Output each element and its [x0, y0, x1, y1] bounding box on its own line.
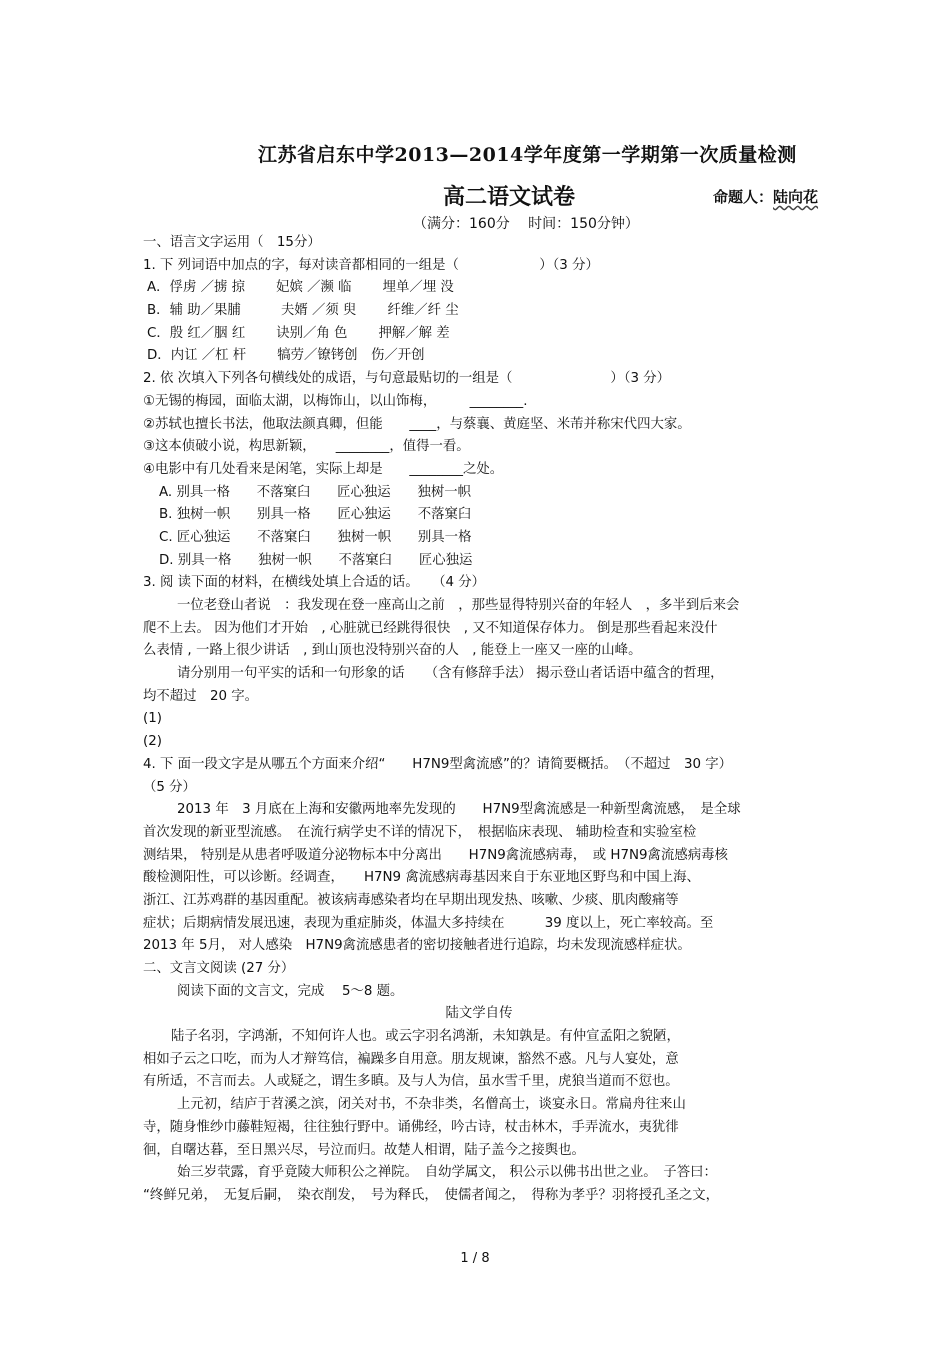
q2-sentence-3: ③这本侦破小说，构思新颖， ________，值得一看。	[143, 439, 470, 455]
question-4-points: （5 分）	[143, 779, 196, 795]
q4-passage-line: 测结果， 特别是从患者呼吸道分泌物标本中分离出 H7N9禽流感病毒， 或 H7N9禽流感病毒核	[143, 847, 728, 863]
classical-passage-line: 陆子名羽，字鸿渐，不知何许人也。或云字羽名鸿渐，未知孰是。有仲宣孟阳之貌陋，	[171, 1029, 680, 1045]
passage-title: 陆文学自传	[445, 1006, 513, 1022]
classical-passage-line: 徊，自曙达暮，至日黑兴尽，号泣而归。故楚人相谓，陆子盖今之接舆也。	[143, 1142, 585, 1158]
q4-passage-line: 酸检测阳性，可以诊断。经调查， H7N9 禽流感病毒基因来自于东亚地区野鸟和中国上海、	[143, 870, 700, 886]
classical-passage-line: 始三岁茕露，育乎竟陵大师积公之禅院。 自幼学属文， 积公示以佛书出世之业。 子答曰：	[177, 1165, 717, 1181]
q2-sentence-1: ①无锡的梅园，面临太湖，以梅饰山，以山饰梅， ________.	[143, 393, 528, 409]
q2-option-a: A. 别具一格 不落窠臼 匠心独运 独树一帜	[159, 484, 472, 500]
q4-passage-line: 症状；后期病情发展迅速，表现为重症肺炎，体温大多持续在 39 度以上，死亡率较高。至	[143, 915, 714, 931]
q3-material-line: 么表情 , 一路上很少讲话 , 到山顶也没特别兴奋的人 , 能登上一座又一座的山峰。	[143, 643, 642, 659]
author-label: 命题人：	[713, 188, 774, 206]
q3-instruction: 均不超过 20 字。	[143, 688, 259, 704]
q2-option-b: B. 独树一帜 别具一格 匠心独运 不落窠臼	[159, 507, 472, 523]
q3-instruction: 请分别用一句平实的话和一句形象的话 （含有修辞手法） 揭示登山者话语中蕴含的哲理，	[177, 666, 724, 682]
classical-passage-line: 上元初，结庐于苕溪之滨，闭关对书，不杂非类，名僧高士，谈宴永日。常扁舟往来山	[177, 1097, 686, 1113]
classical-passage-line: 寺，随身惟纱巾藤鞋短褐，往往独行野中。诵佛经，吟古诗，杖击林木，手弄流水，夷犹徘	[143, 1119, 679, 1135]
q4-passage-line: 首次发现的新亚型流感。 在流行病学史不详的情况下， 根据临床表现、 辅助检查和实验室检	[143, 824, 697, 840]
q2-option-c: C. 匠心独运 不落窠臼 独树一帜 别具一格	[159, 529, 472, 545]
classical-passage-line: 相如子云之口吃，而为人才辩笃信，褊躁多自用意。朋友规谏，豁然不惑。凡与人宴处，意	[143, 1051, 679, 1067]
exam-meta: （满分：160分 时间：150分钟）	[413, 216, 639, 232]
question-1: 1. 下 列词语中加点的字，每对读音都相同的一组是（ ）（3 分）	[143, 257, 599, 273]
classical-passage-line: “终鲜兄弟， 无复后嗣， 染衣削发， 号为释氏， 使儒者闻之， 得称为孝乎？羽将授孔圣之文，	[143, 1187, 720, 1203]
classical-instruction: 阅读下面的文言文，完成 5～8 题。	[177, 983, 404, 999]
section-heading: 一、语言文字运用（ 15分）	[143, 235, 321, 250]
q2-sentence-2: ②苏轼也擅长书法，他取法颜真卿，但能 ____，与蔡襄、黄庭坚、米芾并称宋代四大家。	[143, 416, 691, 432]
q1-option-a: A．俘虏 ／掳 掠 妃嫔 ／濒 临 埋单／埋 没	[147, 280, 454, 296]
author-name: 陆向花	[773, 188, 819, 206]
question-3: 3. 阅 读下面的材料，在横线处填上合适的话。 （4 分）	[143, 575, 486, 591]
q3-answer-1: (1)	[143, 711, 162, 727]
q2-sentence-4: ④电影中有几处看来是闲笔，实际上却是 ________之处。	[143, 461, 504, 477]
classical-passage-line: 有所适，不言而去。人或疑之，谓生多瞋。及与人为信，虽水雪千里，虎狼当道而不愆也。	[143, 1074, 679, 1090]
q3-material-line: 一位老登山者说 ：我发现在登一座高山之前 ，那些显得特别兴奋的年轻人 ，多半到后来会	[177, 598, 740, 613]
q1-option-c: C．殷 红／胭 红 诀别／角 色 押解／解 差	[147, 325, 450, 341]
question-4: 4. 下 面一段文字是从哪五个方面来介绍“ H7N9型禽流感”的？请简要概括。 （不超过 30 字）	[143, 756, 733, 772]
q4-passage-line: 2013 年 5月， 对人感染 H7N9禽流感患者的密切接触者进行追踪，均未发现流感样症状。	[143, 938, 691, 954]
q4-passage-line: 浙江、江苏鸡群的基因重配。被该病毒感染者均在早期出现发热、咳嗽、少痰、肌肉酸痛等	[143, 892, 679, 908]
q1-option-b: B．辅 助／果脯 夫婿 ／须 臾 纤维／纤 尘	[147, 303, 459, 319]
page-number: 1 / 8	[460, 1251, 490, 1266]
q4-passage-line: 2013 年 3 月底在上海和安徽两地率先发现的 H7N9型禽流感是一种新型禽流感， 是全球	[177, 802, 741, 818]
question-2: 2. 依 次填入下列各句横线处的成语，与句意最贴切的一组是（ ）（3 分）	[143, 371, 671, 387]
q3-answer-2: (2)	[143, 734, 162, 750]
q2-option-d: D. 别具一格 独树一帜 不落窠臼 匠心独运	[159, 552, 473, 568]
exam-subject: 高二语文试卷	[443, 184, 576, 210]
author-line	[713, 186, 818, 207]
exam-title: 江苏省启东中学2013—2014学年度第一学期第一次质量检测	[258, 144, 797, 166]
q3-material-line: 爬不上去。 因为他们才开始 , 心脏就已经跳得很快 , 又不知道保存体力。 倒是那些看起来没什	[143, 620, 718, 636]
q1-option-d: D．内讧 ／杠 杆 犒劳／镣铐创 伤／开创	[147, 348, 425, 364]
exam-body	[143, 232, 815, 1208]
section-heading: 二、文言文阅读 (27 分）	[143, 961, 295, 976]
